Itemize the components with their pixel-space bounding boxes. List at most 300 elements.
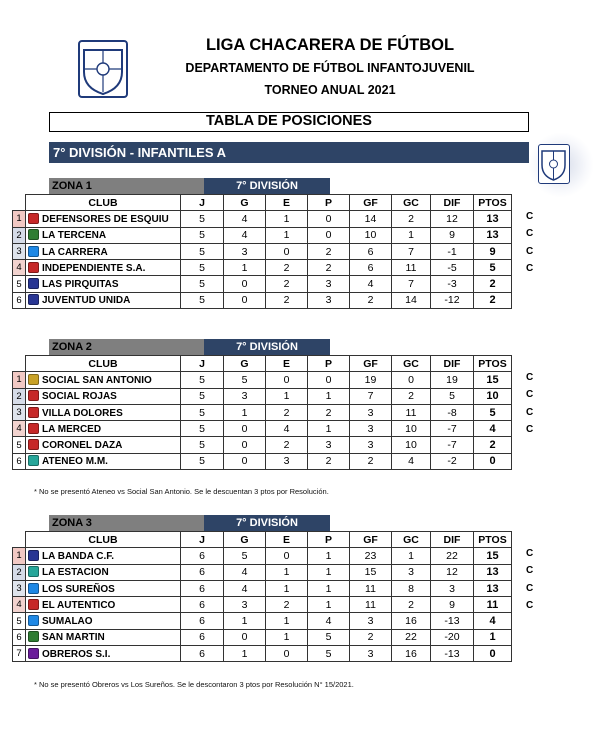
column-header-gf: GF bbox=[350, 356, 392, 372]
position-cell: 1 bbox=[13, 211, 26, 227]
cell-e: 0 bbox=[266, 243, 308, 259]
club-name: ATENEO M.M. bbox=[42, 456, 108, 468]
cell-p: 1 bbox=[308, 388, 350, 404]
cell-ptos: 9 bbox=[474, 243, 512, 259]
club-name: LOS SUREÑOS bbox=[42, 583, 115, 595]
cell-g: 0 bbox=[224, 276, 266, 292]
cell-gc: 2 bbox=[392, 388, 431, 404]
cell-p: 1 bbox=[308, 597, 350, 613]
column-header-club: CLUB bbox=[26, 356, 181, 372]
cell-dif: -2 bbox=[431, 453, 474, 469]
cell-gc: 0 bbox=[392, 372, 431, 388]
cell-g: 1 bbox=[224, 260, 266, 276]
cell-g: 3 bbox=[224, 243, 266, 259]
cell-p: 2 bbox=[308, 260, 350, 276]
position-cell: 4 bbox=[13, 260, 26, 276]
division-title: 7° DIVISIÓN - INFANTILES A bbox=[49, 142, 529, 163]
table-row bbox=[13, 227, 512, 243]
club-name: VILLA DOLORES bbox=[42, 407, 123, 419]
cell-e: 1 bbox=[266, 564, 308, 580]
cell-gf: 3 bbox=[350, 646, 392, 662]
cell-p: 1 bbox=[308, 421, 350, 437]
cell-gc: 2 bbox=[392, 211, 431, 227]
zone-note: * No se presentó Ateneo vs Social San Antonio. Se le descuentan 3 ptos por Resolución. bbox=[34, 487, 329, 496]
position-cell: 2 bbox=[13, 564, 26, 580]
table-row bbox=[13, 243, 512, 259]
cell-ptos: 5 bbox=[474, 404, 512, 420]
club-name: INDEPENDIENTE S.A. bbox=[42, 262, 146, 274]
qualified-mark: C bbox=[526, 262, 534, 274]
green-crest-icon bbox=[28, 631, 39, 642]
column-header-gc: GC bbox=[392, 532, 431, 548]
cell-j: 5 bbox=[181, 260, 224, 276]
cell-g: 4 bbox=[224, 211, 266, 227]
cell-dif: 5 bbox=[431, 388, 474, 404]
club-cell bbox=[26, 629, 181, 645]
cell-e: 0 bbox=[266, 548, 308, 564]
position-cell: 1 bbox=[13, 372, 26, 388]
club-cell bbox=[26, 580, 181, 596]
red-crest-icon bbox=[28, 213, 39, 224]
cell-g: 0 bbox=[224, 629, 266, 645]
qualified-mark: C bbox=[526, 548, 534, 559]
zone-block bbox=[12, 178, 532, 309]
table-row bbox=[13, 548, 512, 564]
cell-e: 2 bbox=[266, 276, 308, 292]
cell-e: 1 bbox=[266, 227, 308, 243]
cell-gc: 10 bbox=[392, 421, 431, 437]
cell-g: 4 bbox=[224, 227, 266, 243]
club-name: CORONEL DAZA bbox=[42, 440, 123, 452]
standings-table bbox=[12, 355, 512, 470]
column-header-g: G bbox=[224, 356, 266, 372]
cell-g: 4 bbox=[224, 580, 266, 596]
header-spacer bbox=[13, 532, 26, 548]
position-cell: 5 bbox=[13, 276, 26, 292]
table-row bbox=[13, 372, 512, 388]
cell-g: 0 bbox=[224, 292, 266, 308]
position-cell: 3 bbox=[13, 243, 26, 259]
club-cell bbox=[26, 388, 181, 404]
column-header-ptos: PTOS bbox=[474, 195, 512, 211]
teal-crest-icon bbox=[28, 566, 39, 577]
gold-crest-icon bbox=[28, 374, 39, 385]
position-cell: 4 bbox=[13, 597, 26, 613]
column-header-gc: GC bbox=[392, 356, 431, 372]
column-header-dif: DIF bbox=[431, 195, 474, 211]
cell-ptos: 1 bbox=[474, 629, 512, 645]
cell-j: 5 bbox=[181, 388, 224, 404]
league-logo bbox=[78, 40, 128, 98]
cell-e: 1 bbox=[266, 580, 308, 596]
cell-ptos: 2 bbox=[474, 292, 512, 308]
column-header-j: J bbox=[181, 532, 224, 548]
table-row bbox=[13, 388, 512, 404]
cell-e: 1 bbox=[266, 388, 308, 404]
cell-p: 3 bbox=[308, 292, 350, 308]
red-crest-icon bbox=[28, 599, 39, 610]
cell-j: 6 bbox=[181, 564, 224, 580]
zone-header bbox=[12, 515, 532, 531]
cell-gf: 14 bbox=[350, 211, 392, 227]
cell-ptos: 13 bbox=[474, 564, 512, 580]
position-cell: 4 bbox=[13, 421, 26, 437]
club-cell bbox=[26, 421, 181, 437]
cell-dif: 9 bbox=[431, 227, 474, 243]
club-name: LA BANDA C.F. bbox=[42, 550, 115, 562]
position-cell: 3 bbox=[13, 580, 26, 596]
club-cell bbox=[26, 437, 181, 453]
cell-j: 5 bbox=[181, 404, 224, 420]
zone-name: ZONA 1 bbox=[49, 178, 204, 194]
cell-j: 5 bbox=[181, 372, 224, 388]
cell-g: 3 bbox=[224, 597, 266, 613]
table-row bbox=[13, 421, 512, 437]
column-header-p: P bbox=[308, 356, 350, 372]
cell-e: 0 bbox=[266, 646, 308, 662]
cell-e: 2 bbox=[266, 404, 308, 420]
cell-gc: 2 bbox=[392, 597, 431, 613]
cell-e: 2 bbox=[266, 597, 308, 613]
cell-ptos: 13 bbox=[474, 211, 512, 227]
table-header-row bbox=[13, 532, 512, 548]
club-cell bbox=[26, 613, 181, 629]
zone-division-label: 7° DIVISIÓN bbox=[204, 515, 330, 531]
club-name: JUVENTUD UNIDA bbox=[42, 295, 131, 307]
club-name: LA TERCENA bbox=[42, 230, 107, 242]
cell-dif: -3 bbox=[431, 276, 474, 292]
cell-j: 5 bbox=[181, 227, 224, 243]
cell-g: 4 bbox=[224, 564, 266, 580]
cell-gf: 23 bbox=[350, 548, 392, 564]
table-row bbox=[13, 597, 512, 613]
tournament-title: TORNEO ANUAL 2021 bbox=[264, 83, 396, 97]
cell-p: 4 bbox=[308, 613, 350, 629]
cell-gc: 11 bbox=[392, 404, 431, 420]
table-row bbox=[13, 564, 512, 580]
header-spacer bbox=[13, 356, 26, 372]
cell-dif: 19 bbox=[431, 372, 474, 388]
position-cell: 2 bbox=[13, 388, 26, 404]
cell-gf: 6 bbox=[350, 243, 392, 259]
purple-crest-icon bbox=[28, 648, 39, 659]
cell-gc: 8 bbox=[392, 580, 431, 596]
cell-gc: 16 bbox=[392, 613, 431, 629]
column-header-e: E bbox=[266, 532, 308, 548]
cell-gf: 3 bbox=[350, 404, 392, 420]
cell-e: 4 bbox=[266, 421, 308, 437]
standings-table bbox=[12, 531, 512, 662]
cell-gc: 7 bbox=[392, 243, 431, 259]
club-name: EL AUTENTICO bbox=[42, 599, 116, 611]
club-name: LA ESTACION bbox=[42, 567, 109, 579]
cell-g: 1 bbox=[224, 613, 266, 629]
cell-e: 2 bbox=[266, 437, 308, 453]
cell-p: 2 bbox=[308, 453, 350, 469]
department-title: DEPARTAMENTO DE FÚTBOL INFANTOJUVENIL bbox=[185, 61, 475, 75]
cell-dif: -8 bbox=[431, 404, 474, 420]
column-header-gc: GC bbox=[392, 195, 431, 211]
qualified-mark: C bbox=[526, 423, 534, 435]
cell-gc: 1 bbox=[392, 227, 431, 243]
navy-crest-icon bbox=[28, 550, 39, 561]
red-crest-icon bbox=[28, 262, 39, 273]
cell-p: 2 bbox=[308, 404, 350, 420]
position-cell: 1 bbox=[13, 548, 26, 564]
cell-ptos: 4 bbox=[474, 613, 512, 629]
column-header-club: CLUB bbox=[26, 532, 181, 548]
cell-j: 6 bbox=[181, 580, 224, 596]
position-cell: 6 bbox=[13, 292, 26, 308]
cell-e: 2 bbox=[266, 292, 308, 308]
cell-ptos: 15 bbox=[474, 548, 512, 564]
table-row bbox=[13, 260, 512, 276]
column-header-e: E bbox=[266, 195, 308, 211]
table-row bbox=[13, 211, 512, 227]
cell-j: 5 bbox=[181, 211, 224, 227]
header-spacer bbox=[13, 195, 26, 211]
league-shield-small-icon bbox=[539, 145, 568, 182]
cell-gf: 3 bbox=[350, 613, 392, 629]
cell-gf: 19 bbox=[350, 372, 392, 388]
navy-crest-icon bbox=[28, 278, 39, 289]
cell-g: 0 bbox=[224, 421, 266, 437]
column-header-p: P bbox=[308, 195, 350, 211]
table-row bbox=[13, 292, 512, 308]
cell-gf: 15 bbox=[350, 564, 392, 580]
table-row bbox=[13, 404, 512, 420]
green-crest-icon bbox=[28, 229, 39, 240]
red-crest-icon bbox=[28, 423, 39, 434]
position-cell: 6 bbox=[13, 453, 26, 469]
cell-gf: 2 bbox=[350, 453, 392, 469]
cell-j: 6 bbox=[181, 597, 224, 613]
cell-ptos: 4 bbox=[474, 421, 512, 437]
cell-ptos: 15 bbox=[474, 372, 512, 388]
cell-gc: 16 bbox=[392, 646, 431, 662]
qualified-mark: C bbox=[526, 599, 534, 611]
table-row bbox=[13, 453, 512, 469]
cell-p: 0 bbox=[308, 227, 350, 243]
club-name: SOCIAL SAN ANTONIO bbox=[42, 374, 152, 386]
position-cell: 2 bbox=[13, 227, 26, 243]
qualified-mark: C bbox=[526, 389, 534, 401]
qualified-mark: C bbox=[526, 211, 534, 222]
cell-g: 1 bbox=[224, 646, 266, 662]
cell-gc: 10 bbox=[392, 437, 431, 453]
table-row bbox=[13, 580, 512, 596]
league-logo-small bbox=[538, 144, 570, 184]
cell-dif: -13 bbox=[431, 613, 474, 629]
table-row bbox=[13, 276, 512, 292]
cell-j: 5 bbox=[181, 421, 224, 437]
blue-crest-icon bbox=[28, 583, 39, 594]
club-cell bbox=[26, 404, 181, 420]
cell-g: 1 bbox=[224, 404, 266, 420]
cell-g: 5 bbox=[224, 548, 266, 564]
standings-title: TABLA DE POSICIONES bbox=[49, 112, 529, 132]
club-name: LAS PIRQUITAS bbox=[42, 279, 119, 291]
zone-block bbox=[12, 339, 532, 470]
cell-j: 5 bbox=[181, 276, 224, 292]
cell-gf: 11 bbox=[350, 597, 392, 613]
cell-p: 5 bbox=[308, 629, 350, 645]
column-header-j: J bbox=[181, 356, 224, 372]
club-cell bbox=[26, 227, 181, 243]
cell-dif: -5 bbox=[431, 260, 474, 276]
cell-ptos: 11 bbox=[474, 597, 512, 613]
club-cell bbox=[26, 564, 181, 580]
qualified-mark: C bbox=[526, 245, 534, 257]
column-header-dif: DIF bbox=[431, 356, 474, 372]
cell-dif: 12 bbox=[431, 211, 474, 227]
cell-gf: 3 bbox=[350, 437, 392, 453]
cell-g: 5 bbox=[224, 372, 266, 388]
column-header-club: CLUB bbox=[26, 195, 181, 211]
cell-gf: 4 bbox=[350, 276, 392, 292]
zone-division-label: 7° DIVISIÓN bbox=[204, 178, 330, 194]
column-header-gf: GF bbox=[350, 532, 392, 548]
cell-gf: 11 bbox=[350, 580, 392, 596]
club-cell bbox=[26, 646, 181, 662]
column-header-gf: GF bbox=[350, 195, 392, 211]
cell-dif: -13 bbox=[431, 646, 474, 662]
cell-e: 1 bbox=[266, 629, 308, 645]
cell-gc: 4 bbox=[392, 453, 431, 469]
zone-note: * No se presentó Obreros vs Los Sureños. Se le descontaron 3 ptos por Resolución N° 15/2021. bbox=[34, 680, 354, 689]
club-cell bbox=[26, 211, 181, 227]
cell-j: 6 bbox=[181, 613, 224, 629]
cell-p: 5 bbox=[308, 646, 350, 662]
column-header-ptos: PTOS bbox=[474, 532, 512, 548]
cell-g: 0 bbox=[224, 453, 266, 469]
club-cell bbox=[26, 453, 181, 469]
cell-p: 3 bbox=[308, 437, 350, 453]
cell-dif: 12 bbox=[431, 564, 474, 580]
cell-gf: 2 bbox=[350, 629, 392, 645]
club-cell bbox=[26, 372, 181, 388]
cell-p: 3 bbox=[308, 276, 350, 292]
red-crest-icon bbox=[28, 390, 39, 401]
zone-name: ZONA 3 bbox=[49, 515, 204, 531]
club-cell bbox=[26, 548, 181, 564]
position-cell: 3 bbox=[13, 404, 26, 420]
cell-gc: 7 bbox=[392, 276, 431, 292]
club-cell bbox=[26, 260, 181, 276]
blue-crest-icon bbox=[28, 246, 39, 257]
cell-gc: 14 bbox=[392, 292, 431, 308]
cell-ptos: 0 bbox=[474, 453, 512, 469]
position-cell: 5 bbox=[13, 437, 26, 453]
red-crest-icon bbox=[28, 439, 39, 450]
table-row bbox=[13, 613, 512, 629]
zone-header bbox=[12, 339, 532, 355]
column-header-dif: DIF bbox=[431, 532, 474, 548]
table-row bbox=[13, 646, 512, 662]
club-name: LA CARRERA bbox=[42, 246, 108, 258]
qualified-mark: C bbox=[526, 372, 534, 383]
zone-block bbox=[12, 515, 532, 662]
club-name: OBREROS S.I. bbox=[42, 648, 111, 660]
position-cell: 6 bbox=[13, 629, 26, 645]
cell-gf: 3 bbox=[350, 421, 392, 437]
cell-e: 1 bbox=[266, 613, 308, 629]
league-title: LIGA CHACARERA DE FÚTBOL bbox=[205, 36, 455, 54]
club-name: SAN MARTIN bbox=[42, 632, 105, 644]
cell-j: 5 bbox=[181, 453, 224, 469]
cell-e: 3 bbox=[266, 453, 308, 469]
cell-dif: 3 bbox=[431, 580, 474, 596]
cell-ptos: 10 bbox=[474, 388, 512, 404]
cell-p: 0 bbox=[308, 372, 350, 388]
cell-dif: 9 bbox=[431, 597, 474, 613]
column-header-e: E bbox=[266, 356, 308, 372]
cell-dif: 22 bbox=[431, 548, 474, 564]
cell-p: 1 bbox=[308, 580, 350, 596]
cell-dif: -1 bbox=[431, 243, 474, 259]
cell-p: 1 bbox=[308, 564, 350, 580]
cell-ptos: 13 bbox=[474, 580, 512, 596]
cell-j: 6 bbox=[181, 646, 224, 662]
column-header-g: G bbox=[224, 532, 266, 548]
position-cell: 5 bbox=[13, 613, 26, 629]
cell-g: 0 bbox=[224, 437, 266, 453]
zone-name: ZONA 2 bbox=[49, 339, 204, 355]
cell-ptos: 0 bbox=[474, 646, 512, 662]
red-crest-icon bbox=[28, 407, 39, 418]
cell-gf: 7 bbox=[350, 388, 392, 404]
zone-division-label: 7° DIVISIÓN bbox=[204, 339, 330, 355]
cell-ptos: 13 bbox=[474, 227, 512, 243]
cell-dif: -20 bbox=[431, 629, 474, 645]
cell-p: 1 bbox=[308, 548, 350, 564]
cell-j: 5 bbox=[181, 243, 224, 259]
cell-j: 5 bbox=[181, 437, 224, 453]
navy-crest-icon bbox=[28, 294, 39, 305]
qualified-mark: C bbox=[526, 565, 534, 577]
zone-header bbox=[12, 178, 532, 194]
cell-e: 1 bbox=[266, 211, 308, 227]
position-cell: 7 bbox=[13, 646, 26, 662]
cell-dif: -7 bbox=[431, 437, 474, 453]
club-name: SOCIAL ROJAS bbox=[42, 391, 117, 403]
blue-crest-icon bbox=[28, 615, 39, 626]
column-header-p: P bbox=[308, 532, 350, 548]
column-header-ptos: PTOS bbox=[474, 356, 512, 372]
table-header-row bbox=[13, 195, 512, 211]
cell-ptos: 2 bbox=[474, 276, 512, 292]
club-name: LA MERCED bbox=[42, 423, 102, 435]
table-row bbox=[13, 629, 512, 645]
cell-e: 0 bbox=[266, 372, 308, 388]
cell-e: 2 bbox=[266, 260, 308, 276]
column-header-g: G bbox=[224, 195, 266, 211]
club-name: SUMALAO bbox=[42, 616, 93, 628]
club-cell bbox=[26, 597, 181, 613]
cell-g: 3 bbox=[224, 388, 266, 404]
table-header-row bbox=[13, 356, 512, 372]
cell-gf: 2 bbox=[350, 292, 392, 308]
cell-gc: 3 bbox=[392, 564, 431, 580]
qualified-mark: C bbox=[526, 228, 534, 240]
cell-gc: 11 bbox=[392, 260, 431, 276]
teal-crest-icon bbox=[28, 455, 39, 466]
club-name: DEFENSORES DE ESQUIU bbox=[42, 213, 169, 225]
cell-ptos: 2 bbox=[474, 437, 512, 453]
qualified-mark: C bbox=[526, 582, 534, 594]
cell-j: 5 bbox=[181, 292, 224, 308]
cell-j: 6 bbox=[181, 548, 224, 564]
